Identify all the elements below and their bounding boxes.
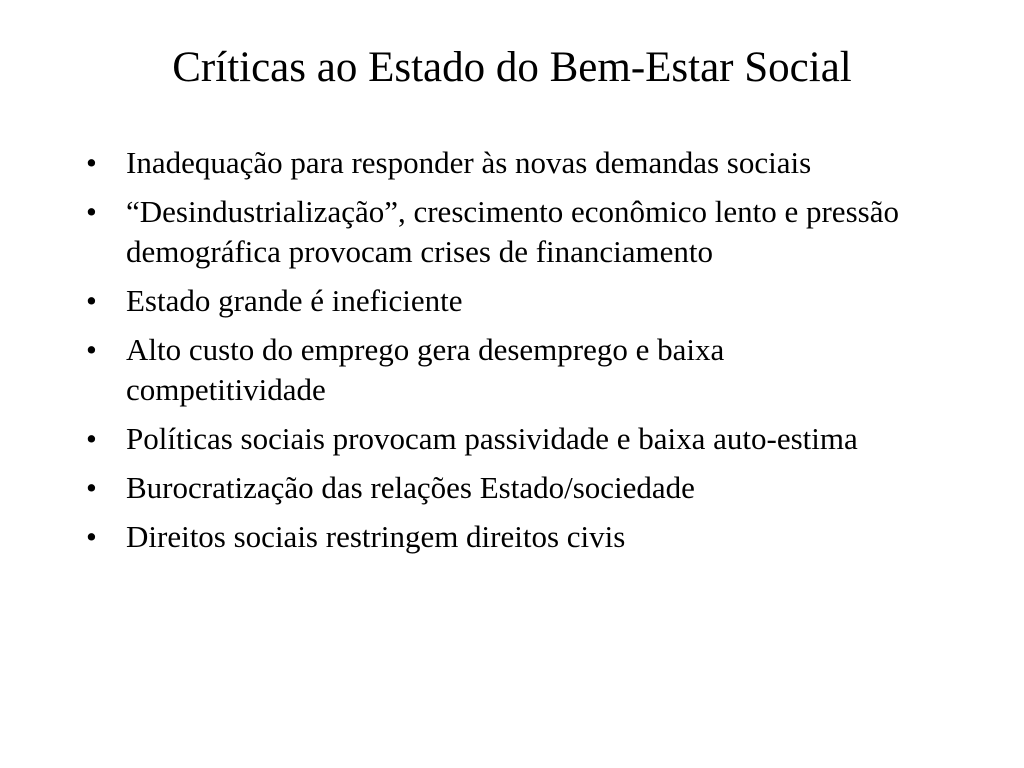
bullet-item-5 [86, 419, 906, 459]
bullet-item-6 [86, 468, 906, 508]
bullet-icon: • [86, 145, 97, 180]
bullet-icon: • [86, 194, 97, 229]
bullet-item-7 [86, 517, 906, 557]
bullet-text: Alto custo do emprego gera desemprego e baixa competitividade [126, 332, 725, 407]
bullet-item-3 [86, 281, 906, 321]
bullet-item-2 [86, 192, 906, 272]
bullet-item-1 [86, 143, 906, 183]
bullet-list [86, 143, 906, 566]
bullet-icon: • [86, 283, 97, 318]
bullet-text: Inadequação para responder às novas demandas sociais [126, 145, 812, 180]
bullet-text: Direitos sociais restringem direitos civis [126, 519, 626, 554]
bullet-icon: • [86, 470, 97, 505]
slide-title: Críticas ao Estado do Bem-Estar Social [172, 44, 852, 91]
bullet-icon: • [86, 519, 97, 554]
bullet-text: Estado grande é ineficiente [126, 283, 463, 318]
bullet-icon: • [86, 332, 97, 367]
bullet-text: Políticas sociais provocam passividade e baixa auto-estima [126, 421, 858, 456]
bullet-icon: • [86, 421, 97, 456]
bullet-text: Burocratização das relações Estado/sociedade [126, 470, 695, 505]
bullet-item-4 [86, 330, 906, 410]
bullet-text: “Desindustrialização”, crescimento econômico lento e pressão demográfica provocam crises de financiamento [126, 194, 899, 269]
